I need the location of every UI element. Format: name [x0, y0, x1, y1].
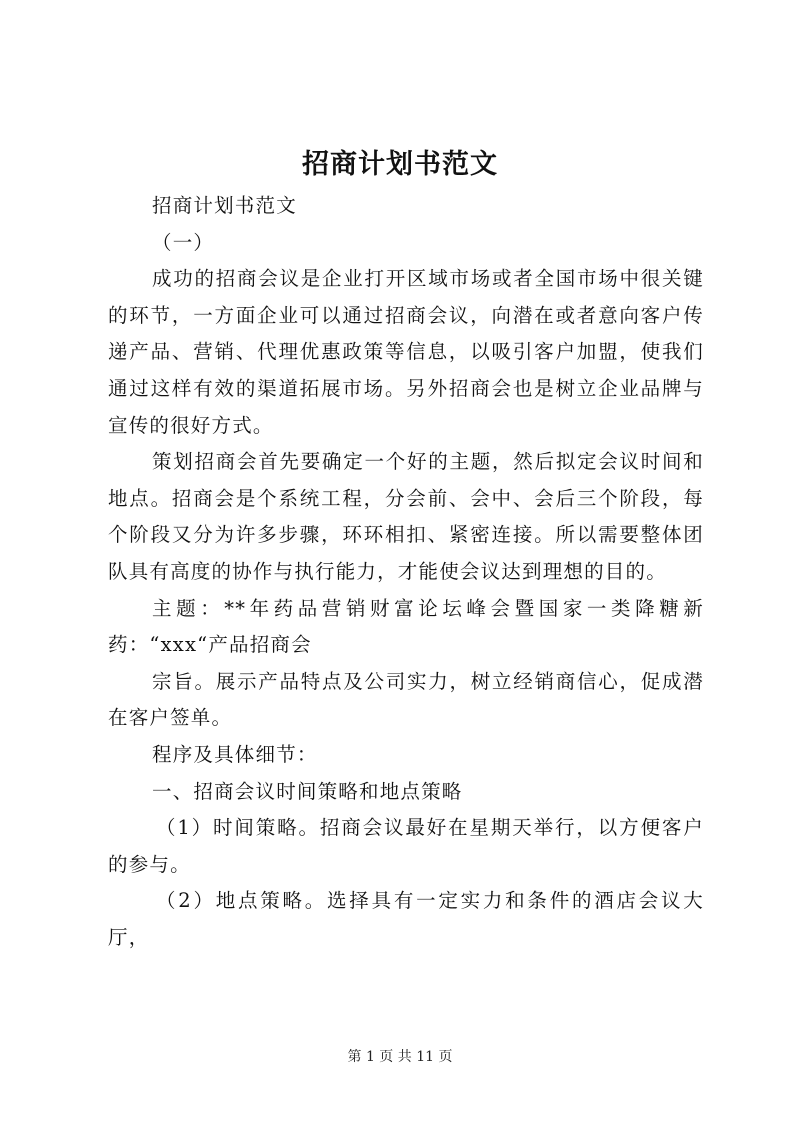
paragraph-location-strategy: （2）地点策略。选择具有一定实力和条件的酒店会议大厅，: [108, 889, 704, 949]
paragraph-procedure: 程序及具体细节：: [152, 742, 318, 766]
paragraph-intro: 成功的招商会议是企业打开区域市场或者全国市场中很关键的环节，一方面企业可以通过招商会议，向潜在或者意向客户传递产品、营销、代理优惠政策等信息，以吸引客户加盟，使我们通过这样有效的渠道拓展市场。另外招商会也是树立企业品牌与宣传的很好方式。: [108, 267, 704, 437]
document-body: [108, 188, 704, 956]
paragraph-section-one: （一）: [152, 230, 215, 254]
page-footer: 第 1 页 共 11 页: [347, 1049, 453, 1065]
paragraph-purpose: 宗旨。展示产品特点及公司实力，树立经销商信心，促成潜在客户签单。: [108, 669, 704, 730]
paragraph-heading-one: 一、招商会议时间策略和地点策略: [152, 779, 463, 803]
paragraph-theme: 主题：**年药品营销财富论坛峰会暨国家一类降糖新药：“xxx“产品招商会: [108, 596, 704, 657]
paragraph-planning: 策划招商会首先要确定一个好的主题，然后拟定会议时间和地点。招商会是个系统工程，分会前、会中、会后三个阶段，每个阶段又分为许多步骤，环环相扣、紧密连接。所以需要整体团队具有高度的协作与执行能力，才能使会议达到理想的目的。: [108, 450, 704, 583]
paragraph-subtitle: 招商计划书范文: [152, 194, 297, 217]
paragraph-time-strategy: （1）时间策略。招商会议最好在星期天举行，以方便客户的参与。: [108, 816, 704, 876]
document-title: 招商计划书范文: [302, 149, 498, 180]
